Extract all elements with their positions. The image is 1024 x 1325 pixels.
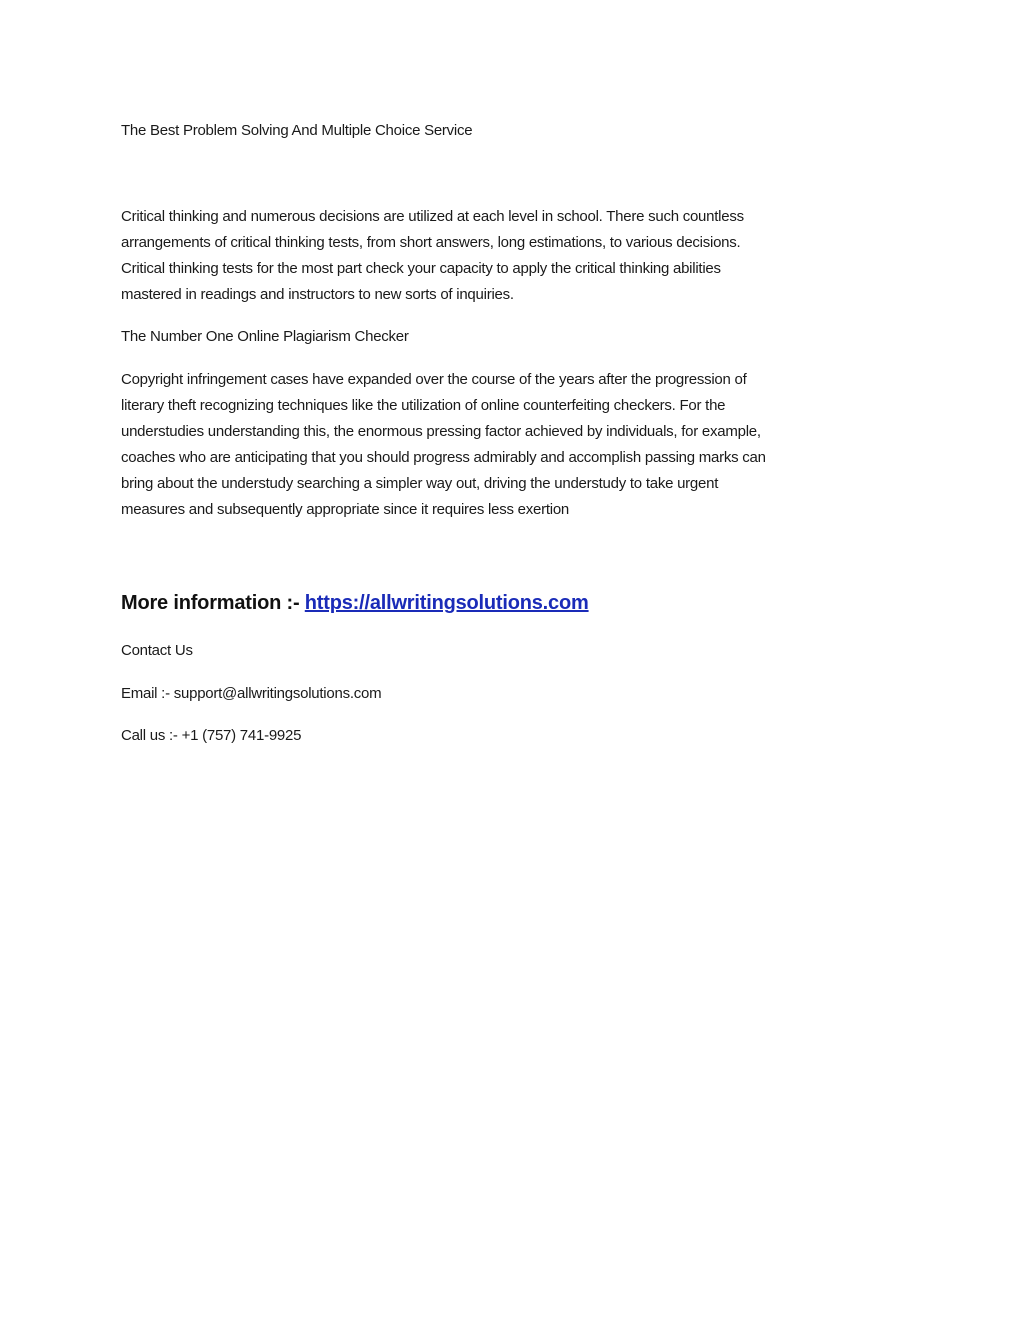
phone-line: Call us :- +1 (757) 741-9925 — [121, 727, 302, 744]
paragraph-line: arrangements of critical thinking tests, from short answers, long estimations, to various decisions. — [121, 234, 741, 251]
paragraph-line: mastered in readings and instructors to new sorts of inquiries. — [121, 286, 514, 303]
website-link[interactable]: https://allwritingsolutions.com — [304, 592, 589, 614]
paragraph-line: measures and subsequently appropriate since it requires less exertion — [121, 501, 570, 518]
section-subtitle: The Number One Online Plagiarism Checker — [121, 328, 409, 345]
contact-us-heading: Contact Us — [121, 642, 193, 659]
paragraph-line: literary theft recognizing techniques like the utilization of online counterfeiting checkers. For the — [121, 397, 726, 414]
paragraph-line: understudies understanding this, the enormous pressing factor achieved by individuals, for example, — [121, 423, 761, 440]
paragraph-line: coaches who are anticipating that you should progress admirably and accomplish passing marks can — [121, 449, 766, 466]
paragraph-line: Critical thinking and numerous decisions are utilized at each level in school. There such countless — [121, 208, 744, 225]
paragraph-line: Copyright infringement cases have expanded over the course of the years after the progression of — [121, 371, 747, 388]
paragraph-critical-thinking — [121, 204, 891, 308]
document-title: The Best Problem Solving And Multiple Choice Service — [121, 122, 473, 139]
paragraph-line: bring about the understudy searching a simpler way out, driving the understudy to take urgent — [121, 475, 719, 492]
paragraph-line: Critical thinking tests for the most part check your capacity to apply the critical thinking abilities — [121, 260, 721, 277]
paragraph-plagiarism — [121, 367, 891, 523]
more-information — [121, 592, 891, 615]
more-info-label: More information :- — [121, 592, 305, 614]
email-line: Email :- support@allwritingsolutions.com — [121, 685, 382, 702]
